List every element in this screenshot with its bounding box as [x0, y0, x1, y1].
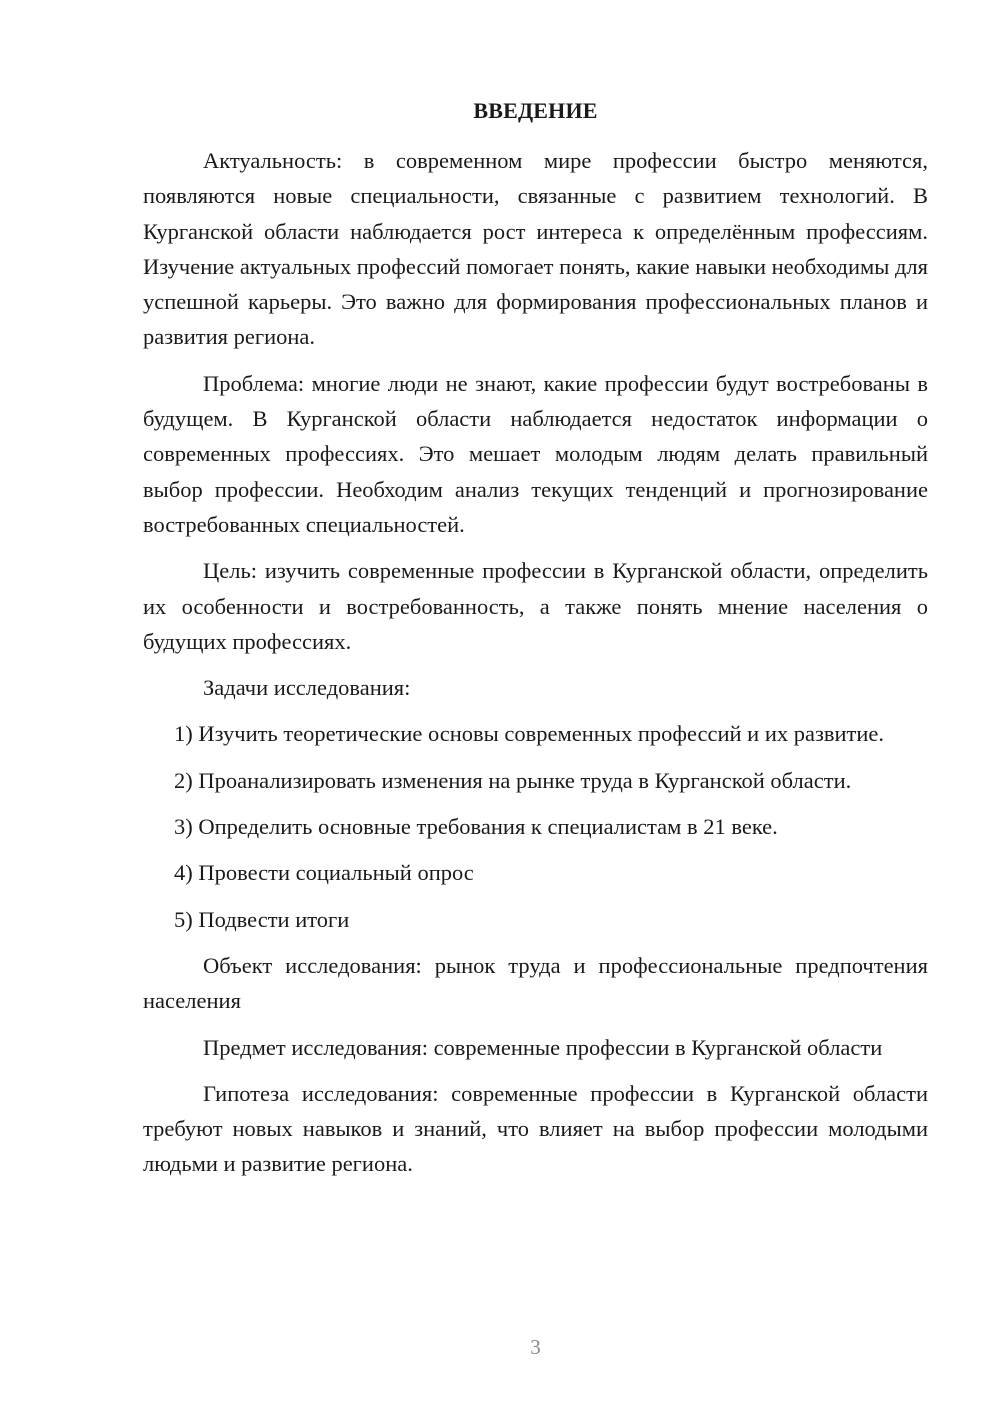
page-title: ВВЕДЕНИЕ [473, 98, 598, 123]
task-item: 5) Подвести итоги [174, 906, 350, 932]
document-body [143, 143, 928, 1193]
paragraph-goal: Цель: изучить современные профессии в Курганской области, определить их особенности и востребованность, а также понять мнение населения о будущих профессиях. [143, 558, 928, 654]
task-item: 4) Провести социальный опрос [174, 860, 474, 886]
task-item: 3) Определить основные требования к специалистам в 21 веке. [174, 814, 778, 840]
page-number: 3 [530, 1335, 541, 1359]
document-page [143, 0, 928, 1414]
paragraph-hypothesis: Гипотеза исследования: современные профессии в Курганской области требуют новых навыков и знаний, что влияет на выбор профессии молодыми людьми и развитие региона. [143, 1080, 928, 1177]
paragraph-relevance: Актуальность: в современном мире профессии быстро меняются, появляются новые специальности, связанные с развитием технологий. В Курганской области наблюдается рост интереса к определённым профессиям. Изучение актуальных профессий помогает понять, какие навыки необходимы для успешной карьеры. Это важно для формирования профессиональных планов и развития региона. [143, 148, 928, 350]
task-item: 2) Проанализировать изменения на рынке труда в Курганской области. [174, 767, 852, 793]
task-item: 1) Изучить теоретические основы современных профессий и их развитие. [174, 721, 885, 747]
paragraph-object: Объект исследования: рынок труда и профессиональные предпочтения населения [143, 952, 928, 1014]
paragraph-tasks-heading: Задачи исследования: [203, 675, 411, 701]
paragraph-subject: Предмет исследования: современные профессии в Курганской области [203, 1034, 883, 1060]
paragraph-problem: Проблема: многие люди не знают, какие профессии будут востребованы в будущем. В Курганской области наблюдается недостаток информации о современных профессиях. Это мешает молодым людям делать правильный выбор профессии. Необходим анализ текущих тенденций и прогнозирование востребованных специальностей. [143, 370, 928, 537]
